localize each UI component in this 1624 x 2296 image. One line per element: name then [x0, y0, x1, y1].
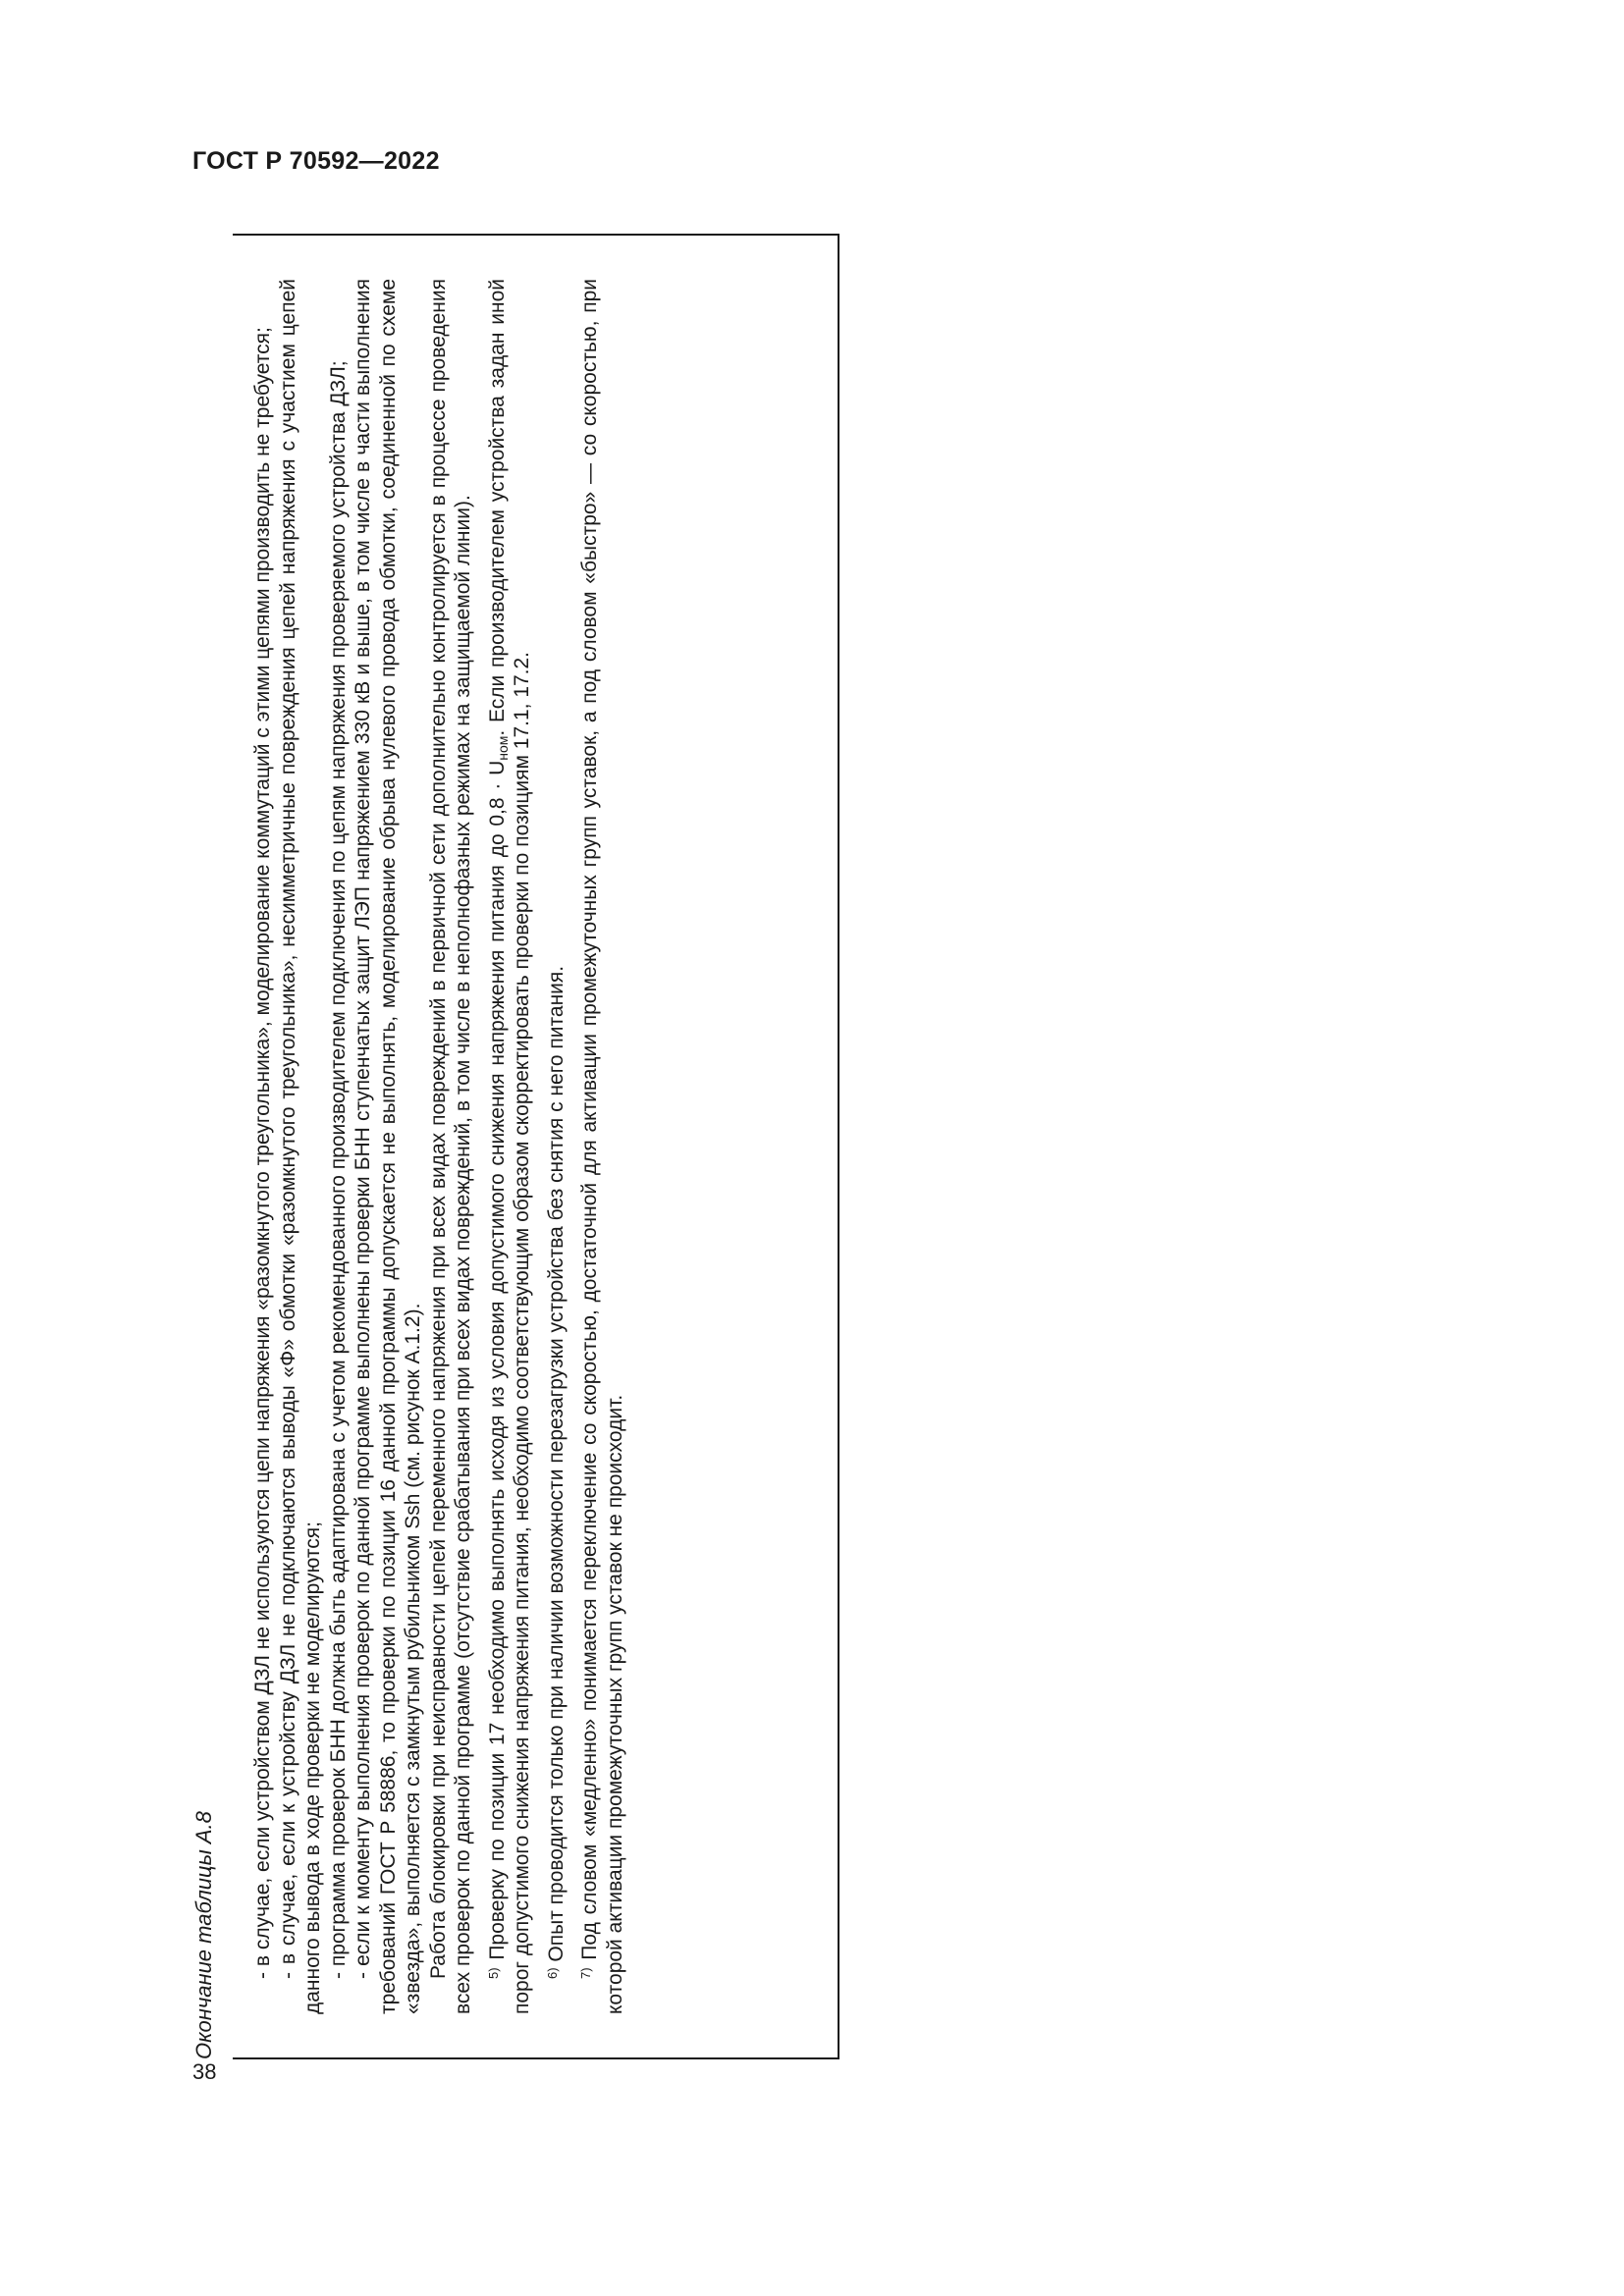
table-paragraph: - в случае, если устройством ДЗЛ не используются цепи напряжения «разомкнутого треугольника», моделирование коммутаций с этими цепями производить не требуется;	[251, 327, 274, 1979]
table-paragraph: - программа проверок БНН должна быть адаптирована с учетом рекомендованного производителем подключения по цепям напряжения проверяемого устройства ДЗЛ;	[326, 360, 350, 1979]
footnote-6	[544, 279, 569, 2014]
table-paragraph: Работа блокировки при неисправности цепей переменного напряжения при всех видах повреждений в первичной сети дополнительно контролируется в процессе проведения всех проверок по данной программе (отсутствие срабатывания при всех видах повреждений, в том числе в неполнофазных режимах на защищаемой линии).	[426, 279, 474, 2014]
footnote-mark: 5)	[485, 1967, 501, 1979]
footnote-text: . Если производителем устройства задан иной порог допустимого снижения напряжения питания, необходимо соответствующим образом скорректировать проверки по позициям 17.1, 17.2.	[485, 279, 533, 2014]
table-continuation-cell	[233, 234, 839, 2059]
footnote-text: Проверку по позиции 17 необходимо выполнять исходя из условия допустимого снижения напряжения питания до 0,8 · U	[485, 760, 509, 1960]
page-number: 38	[192, 2059, 217, 2084]
rotated-table-section	[191, 234, 839, 2059]
document-header: ГОСТ Р 70592—2022	[192, 147, 440, 175]
table-paragraph: - в случае, если к устройству ДЗЛ не подключаются выводы «Ф» обмотки «разомкнутого треугольника», несимметричные повреждения цепей напряжения с участием цепей данного вывода в ходе проверки не моделируются;	[276, 279, 324, 2014]
table-paragraph: - если к моменту выполнения проверок по данной программе выполнены проверки БНН ступенчатых защит ЛЭП напряжением 330 кВ и выше, в том числе в части выполнения требований ГОСТ Р 58886, то проверки по позиции 16 данной программы допускается не выполнять, моделирование обрыва нулевого провода обмотки, соединенной по схеме «звезда», выполняется с замкнутым рубильником Ssh (см. рисунок А.1.2).	[352, 279, 424, 2014]
footnote-5	[485, 279, 535, 2014]
footnote-mark: 7)	[578, 1967, 593, 1979]
table-caption: Окончание таблицы А.8	[191, 1811, 216, 2059]
footnote-subscript: ном	[494, 735, 511, 761]
footnote-7	[577, 279, 627, 2014]
footnote-mark: 6)	[544, 1967, 560, 1979]
footnote-text: Под словом «медленно» понимается переключение со скоростью, достаточной для активации промежуточных групп уставок, а под словом «быстро» — со скоростью, при которой активации промежуточных групп уставок не происходит.	[578, 279, 626, 2014]
footnote-text: Опыт проводится только при наличии возможности перезагрузки устройства без снятия с него питания.	[544, 965, 568, 1962]
